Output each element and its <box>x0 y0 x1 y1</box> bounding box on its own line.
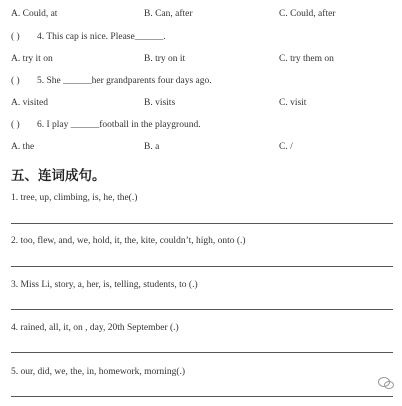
options-row-q4 <box>0 54 402 68</box>
option-a: A. the <box>11 142 35 152</box>
option-b: B. a <box>144 142 160 152</box>
option-b: B. Can, after <box>144 9 193 19</box>
answer-bracket: ( ) <box>11 120 20 130</box>
answer-line <box>11 352 393 353</box>
option-c: C. Could, after <box>279 9 336 19</box>
answer-bracket: ( ) <box>11 76 20 86</box>
option-a: A. visited <box>11 98 48 108</box>
question-text: 6. I play ______football in the playground. <box>37 120 201 130</box>
sentence-item-5: 5. our, did, we, the, in, homework, morning(.) <box>11 367 186 377</box>
options-row-q5 <box>0 98 402 112</box>
option-a: A. Could, at <box>11 9 58 19</box>
option-b: B. visits <box>144 98 176 108</box>
option-c: C. try them on <box>279 54 334 64</box>
answer-line <box>11 223 393 224</box>
option-c: C. visit <box>279 98 307 108</box>
answer-line <box>11 266 393 267</box>
question-5 <box>11 76 212 86</box>
options-row-prev <box>0 9 402 23</box>
sentence-item-2: 2. too, flew, and, we, hold, it, the, kite, couldn’t, high, onto (.) <box>11 236 246 246</box>
option-a: A. try it on <box>11 54 53 64</box>
watermark-icon <box>378 376 394 390</box>
answer-line <box>11 309 393 310</box>
sentence-item-1: 1. tree, up, climbing, is, he, the(.) <box>11 193 138 203</box>
question-4 <box>11 32 166 42</box>
options-row-q6 <box>0 142 402 156</box>
answer-line <box>11 396 393 397</box>
option-c: C. / <box>279 142 293 152</box>
question-6 <box>11 120 201 130</box>
sentence-item-4: 4. rained, all, it, on , day, 20th September (.) <box>11 323 179 333</box>
answer-bracket: ( ) <box>11 32 20 42</box>
question-text: 5. She ______her grandparents four days ago. <box>37 76 212 86</box>
section-heading: 五、连词成句。 <box>11 168 106 184</box>
option-b: B. try on it <box>144 54 186 64</box>
sentence-item-3: 3. Miss Li, story, a, her, is, telling, students, to (.) <box>11 280 198 290</box>
question-text: 4. This cap is nice. Please______. <box>37 32 166 42</box>
